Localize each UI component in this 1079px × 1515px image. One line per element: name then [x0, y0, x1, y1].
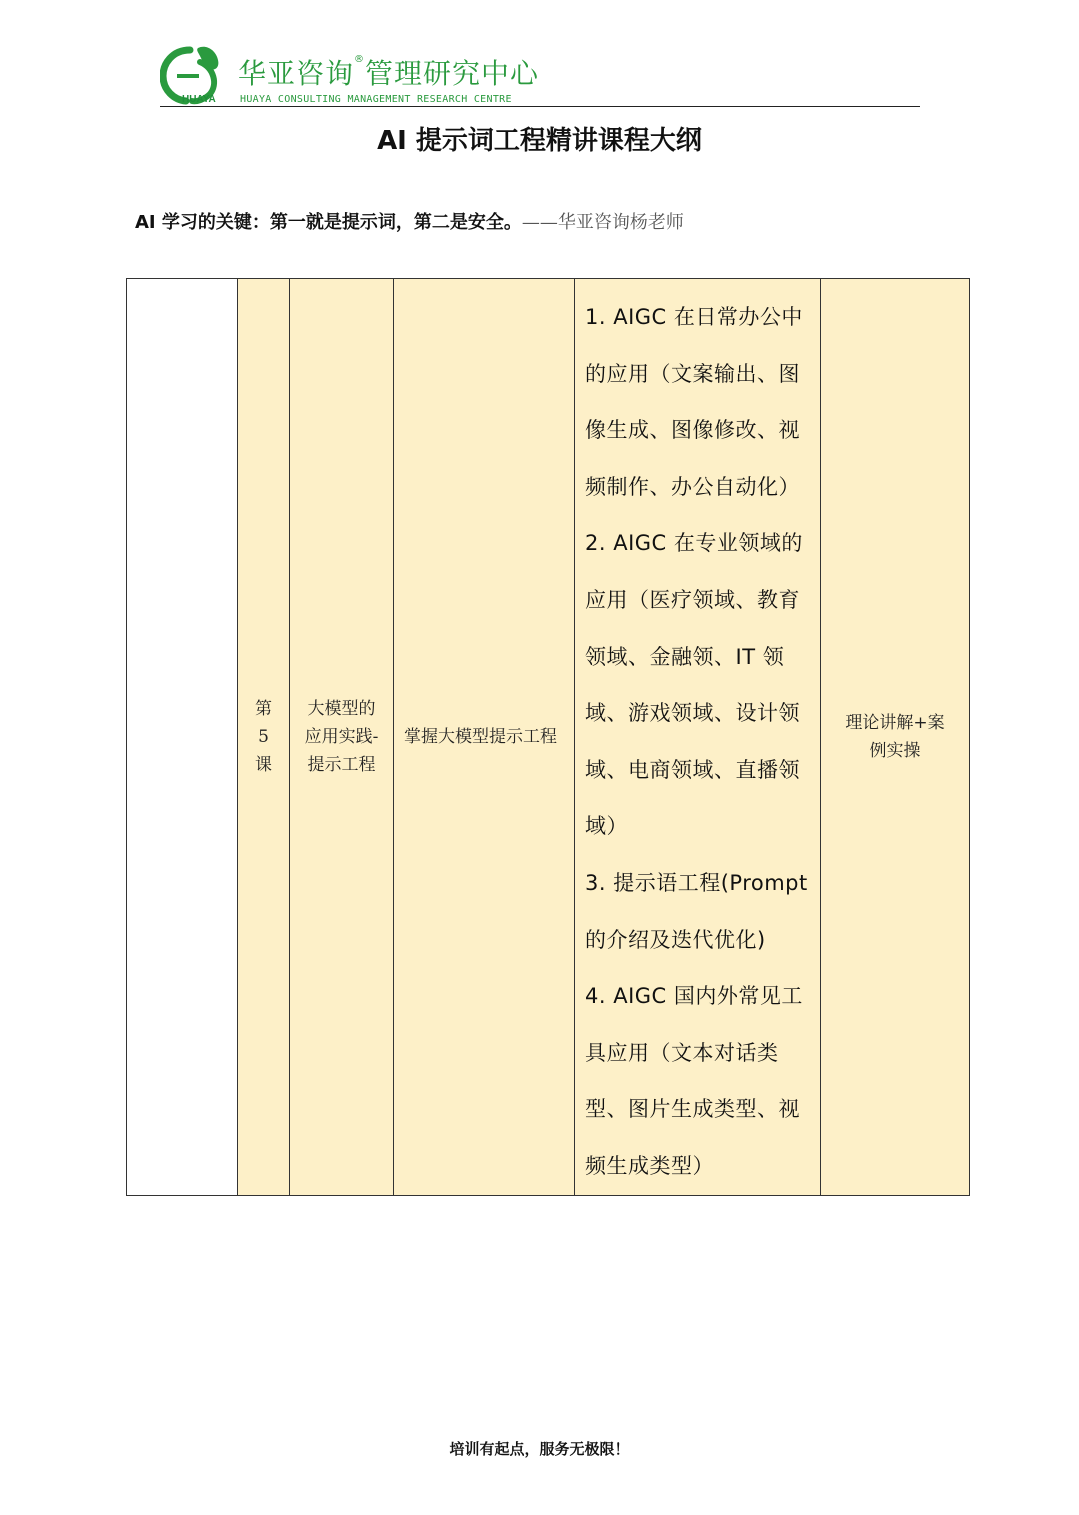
table-row — [127, 279, 970, 1196]
page-header — [160, 42, 920, 108]
brand-name-part1: 华亚咨询 — [238, 57, 355, 90]
quote-line — [135, 208, 684, 234]
quote-author: ——华亚咨询杨老师 — [521, 212, 684, 233]
goal-cell — [394, 279, 575, 1196]
method-cell — [821, 279, 970, 1196]
page-footer: 培训有起点，服务无极限！ — [449, 1440, 630, 1458]
brand-name-cn — [238, 52, 539, 92]
brand-name-en: HUAYA CONSULTING MANAGEMENT RESEARCH CENTRE — [240, 94, 512, 105]
blank-cell — [127, 279, 238, 1196]
logo-sub-text: HUAYA — [182, 94, 216, 105]
list-item: 1. AIGC 在日常办公中的应用（文案输出、图像生成、图像修改、视频制作、办公自动化） — [585, 305, 803, 499]
list-item: 2. AIGC 在专业领域的应用（医疗领域、教育领域、金融领、IT 领域、游戏领域、设计领域、电商领域、直播领域） — [585, 531, 803, 839]
teaching-method: 理论讲解+案例实操 — [845, 712, 945, 761]
registered-mark: ® — [354, 54, 366, 65]
content-list — [575, 279, 820, 1195]
header-divider — [160, 106, 920, 107]
goal-text: 掌握大模型提示工程 — [404, 726, 557, 747]
module-title: 大模型的应用实践-提示工程 — [304, 698, 379, 775]
brand-name-part2: 管理研究中心 — [365, 57, 540, 90]
content-cell — [575, 279, 821, 1196]
list-item: 4. AIGC 国内外常见工具应用（文本对话类型、图片生成类型、视频生成类型） — [585, 984, 803, 1178]
course-outline-table — [126, 278, 970, 1196]
quote-text: AI 学习的关键：第一就是提示词，第二是安全。 — [135, 212, 522, 233]
lesson-number: 第5课 — [255, 698, 272, 775]
page-title: AI 提示词工程精讲课程大纲 — [377, 126, 702, 156]
list-item: 3. 提示语工程(Prompt 的介绍及迭代优化) — [585, 870, 808, 952]
lesson-cell — [238, 279, 290, 1196]
module-cell — [290, 279, 394, 1196]
